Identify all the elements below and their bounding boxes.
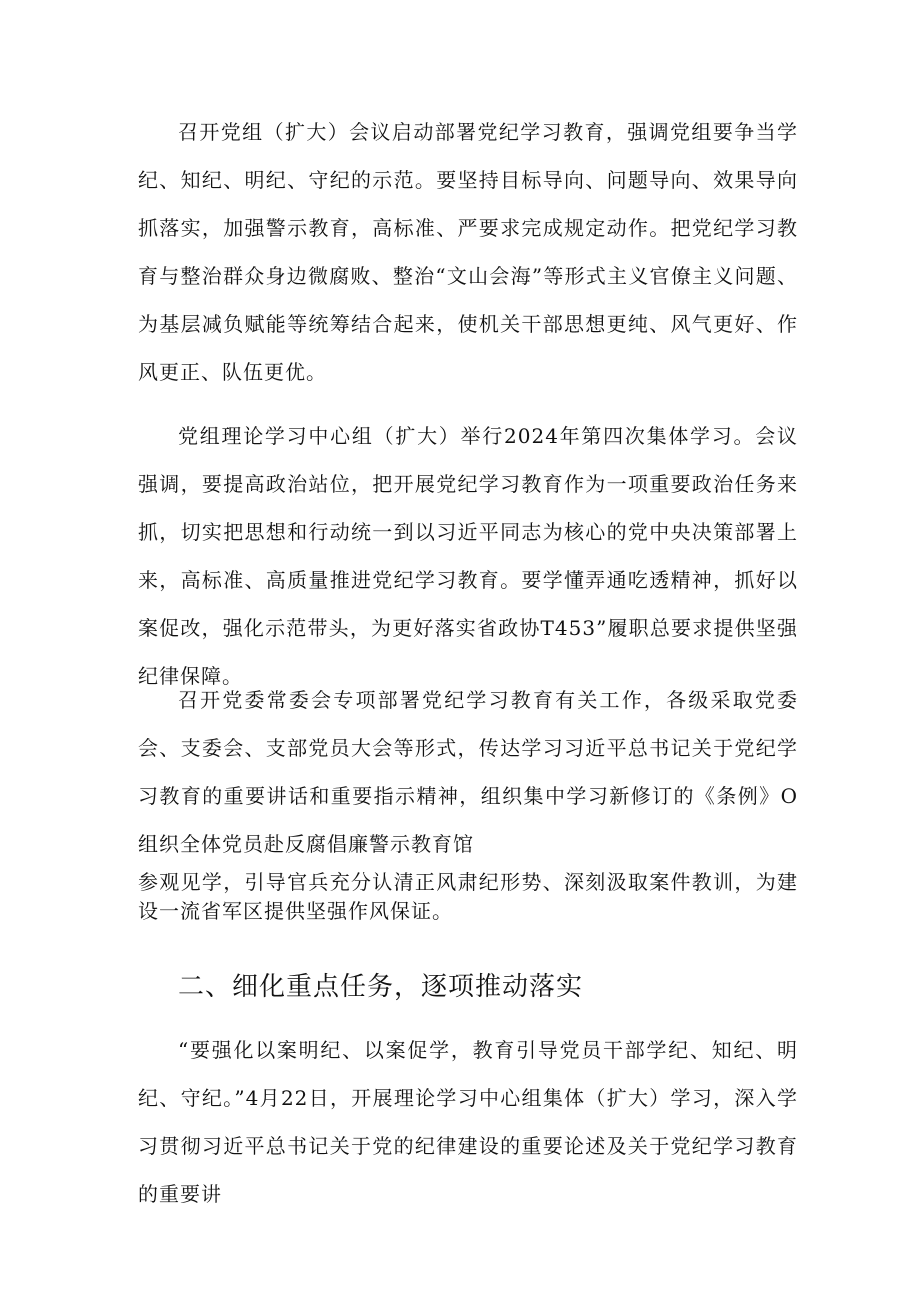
- paragraph-central-group-study: 党组理论学习中心组（扩大）举行2024年第四次集体学习。会议强调，要提高政治站位，把开展党纪学习教育作为一项重要政治任务来抓，切实把思想和行动统一到以习近平同志为核心的党中央决策部署上来，高标准、高质量推进党纪学习教育。要学懂弄通吃透精神，抓好以案促改，强化示范带头，为更好落实省政协T453”履职总要求提供坚强纪律保障。: [138, 424, 798, 688]
- paragraph-party-group-meeting: 召开党组（扩大）会议启动部署党纪学习教育，强调党组要争当学纪、知纪、明纪、守纪的示范。要坚持目标导向、问题导向、效果导向抓落实，加强警示教育，高标准、严要求完成规定动作。把党纪学习教育与整治群众身边微腐败、整治“文山会海”等形式主义官僚主义问题、为基层减负赋能等统筹结合起来，使机关干部思想更纯、风气更好、作风更正、队伍更优。: [138, 120, 798, 384]
- paragraph-visit-study: 参观见学，引导官兵充分认清正风肃纪形势、深刻汲取案件教训，为建设一流省军区提供坚强作风保证。: [138, 870, 798, 923]
- section-heading: 二、细化重点任务，逐项推动落实: [178, 972, 584, 1002]
- paragraph-standing-committee: 召开党委常委会专项部署党纪学习教育有关工作，各级采取党委会、支委会、支部党员大会等形式，传达学习习近平总书记关于党纪学习教育的重要讲话和重要指示精神，组织集中学习新修订的《条例》O组织全体党员赴反腐倡廉警示教育馆: [138, 688, 798, 856]
- paragraph-case-study: “要强化以案明纪、以案促学，教育引导党员干部学纪、知纪、明纪、守纪。”4月22日，开展理论学习中心组集体（扩大）学习，深入学习贯彻习近平总书记关于党的纪律建设的重要论述及关于党纪学习教育的重要讲: [138, 1038, 798, 1206]
